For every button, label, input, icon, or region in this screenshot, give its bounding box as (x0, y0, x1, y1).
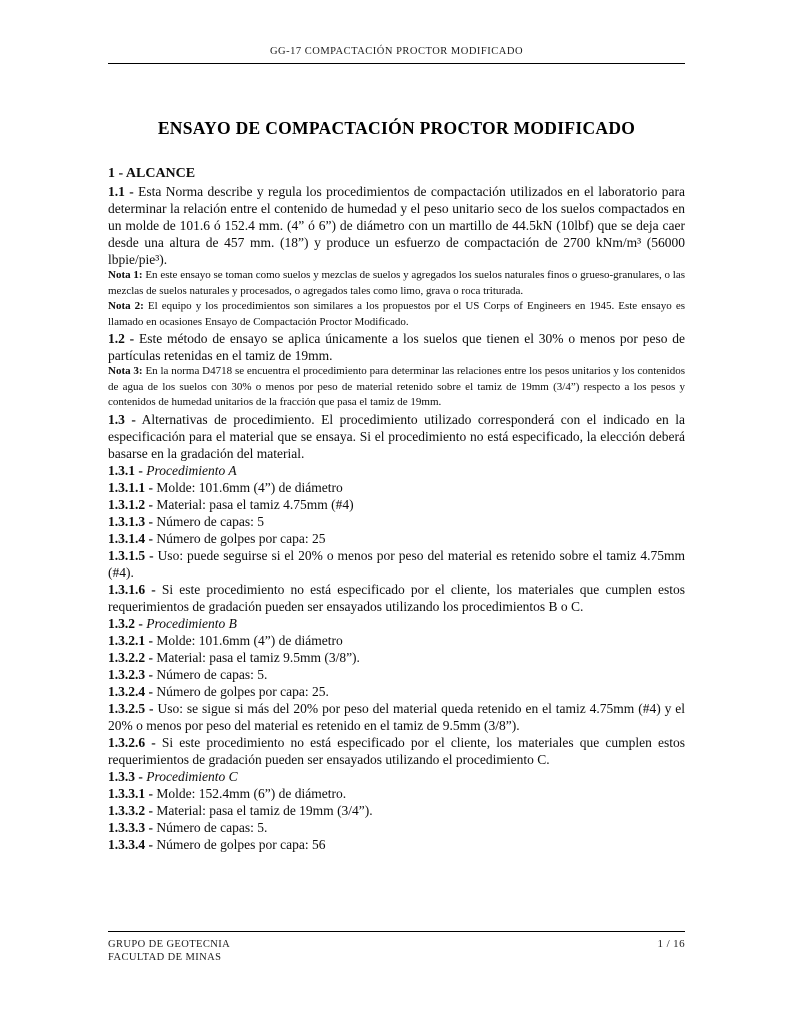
paragraph (108, 785, 685, 802)
item-number: 1.3.1 - (108, 462, 143, 478)
item-text: Si este procedimiento no está especificado por el cliente, los materiales que cumplen estos requerimientos de gradación pueden ser ensayados utilizando los procedimientos B o C. (108, 581, 686, 614)
item-text: Uso: puede seguirse si el 20% o menos por peso del material es retenido sobre el tamiz 4.75mm (#4). (108, 547, 685, 580)
item-number: 1.3.2.5 - (108, 700, 154, 716)
note (108, 299, 685, 330)
item-text: Número de capas: 5 (156, 513, 264, 529)
footer-org-line2: FACULTAD DE MINAS (108, 952, 222, 963)
item-number: 1.3.2.1 - (108, 632, 153, 648)
paragraph (108, 581, 685, 615)
document-title: ENSAYO DE COMPACTACIÓN PROCTOR MODIFICADO (157, 118, 636, 138)
item-text: En este ensayo se toman como suelos y mezclas de suelos y agregados los suelos naturales finos o grueso-granulares, o las mezclas de suelos naturales y procesados, o agregados tales como limo, grava o roca triturada. (108, 269, 685, 297)
paragraph (108, 183, 685, 268)
footer-org (108, 938, 230, 964)
paragraph (108, 479, 685, 496)
paragraph (108, 649, 685, 666)
item-text: Número de golpes por capa: 25 (156, 530, 326, 546)
item-number: 1.3.1.3 - (108, 513, 153, 529)
item-number: 1.3.3.2 - (108, 802, 153, 818)
item-text: Molde: 101.6mm (4”) de diámetro (156, 632, 343, 648)
page-number: 1 / 16 (657, 938, 685, 950)
procedure-heading (108, 462, 685, 479)
item-number: 1.3.3.4 - (108, 836, 153, 852)
item-text: Material: pasa el tamiz 4.75mm (#4) (156, 496, 354, 512)
procedure-heading (108, 615, 685, 632)
item-text: Número de capas: 5. (156, 819, 268, 835)
paragraph (108, 513, 685, 530)
paragraph (108, 734, 685, 768)
item-number: 1.3.3.3 - (108, 819, 153, 835)
item-text: Procedimiento A (146, 462, 237, 478)
item-text: Molde: 101.6mm (4”) de diámetro (156, 479, 343, 495)
item-number: 1.3.2.6 - (108, 734, 156, 750)
footer-org-line1: GRUPO DE GEOTECNIA (108, 939, 231, 950)
item-number: 1.3.1.4 - (108, 530, 153, 546)
item-number: 1.3.1.5 - (108, 547, 154, 563)
item-text: Alternativas de procedimiento. El procedimiento utilizado corresponderá con el indicado en la especificación para el material que se ensaya. Si el procedimiento no está especificado, la elección deberá basarse en la gradación del material. (108, 411, 685, 461)
item-text: Procedimiento C (146, 768, 238, 784)
item-number: 1.3 - (108, 411, 136, 427)
item-number: 1.3.1.2 - (108, 496, 153, 512)
procedure-heading (108, 768, 685, 785)
item-text: Esta Norma describe y regula los procedimientos de compactación utilizados en el laboratorio para determinar la relación entre el contenido de humedad y el peso unitario seco de los suelos compactados en un molde de 101.6 ó 152.4 mm. (4” ó 6”) de diámetro con un martillo de 44.5kN (10lbf) que se deja caer desde una altura de 457 mm. (18”) y produce un esfuerzo de compactación de 2700 kNm/m³ (56000 lbpie/pie³). (108, 184, 686, 267)
content-column (108, 0, 685, 853)
item-number: 1.1 - (108, 184, 134, 199)
item-number: 1.2 - (108, 331, 135, 346)
item-text: Número de golpes por capa: 56 (156, 836, 326, 852)
item-number: 1.3.3 - (108, 768, 143, 784)
paragraph (108, 530, 685, 547)
item-text: Número de capas: 5. (156, 666, 268, 682)
item-text: Material: pasa el tamiz 9.5mm (3/8”). (156, 649, 360, 665)
item-number: 1.3.1.6 - (108, 581, 156, 597)
item-text: Uso: se sigue si más del 20% por peso del material queda retenido en el tamiz 4.75mm (#4) y el 20% o menos por peso del material es retenido en el tamiz de 9.5mm (3/8”). (108, 700, 686, 733)
item-text: En la norma D4718 se encuentra el procedimiento para determinar las relaciones entre los pesos unitarios y los contenidos de agua de los suelos con 30% o menos por peso de material retenido sobre el tamiz de 19mm (3/4”) respecto a los pesos y contenidos de humedad unitarios de la fracción que pasa el tamiz de 19mm. (108, 365, 686, 408)
item-text: Este método de ensayo se aplica únicamente a los suelos que tienen el 30% o menos por peso de partículas retenidas en el tamiz de 19mm. (108, 331, 685, 363)
page-footer (108, 931, 685, 964)
item-number: 1.3.2 - (108, 615, 143, 631)
item-number: 1.3.2.3 - (108, 666, 153, 682)
item-number: 1.3.1.1 - (108, 479, 153, 495)
item-number: 1.3.3.1 - (108, 785, 153, 801)
item-number: 1.3.2.2 - (108, 649, 153, 665)
running-header: GG-17 COMPACTACIÓN PROCTOR MODIFICADO (108, 46, 685, 64)
paragraph (108, 666, 685, 683)
paragraph (108, 411, 685, 462)
item-text: Si este procedimiento no está especificado por el cliente, los materiales que cumplen estos requerimientos de gradación pueden ser ensayados utilizando el procedimiento C. (108, 734, 686, 767)
item-text: 1 - ALCANCE (108, 166, 196, 181)
section-heading (108, 165, 685, 183)
note (108, 364, 685, 411)
item-number: Nota 3: (108, 365, 143, 377)
paragraph (108, 547, 685, 581)
item-number: Nota 1: (108, 269, 143, 281)
item-text: Material: pasa el tamiz de 19mm (3/4”). (156, 802, 373, 818)
paragraph (108, 632, 685, 649)
paragraph (108, 496, 685, 513)
item-text: Molde: 152.4mm (6”) de diámetro. (156, 785, 347, 801)
paragraph (108, 700, 685, 734)
paragraph (108, 683, 685, 700)
item-text: Número de golpes por capa: 25. (156, 683, 329, 699)
item-text: Procedimiento B (146, 615, 237, 631)
paragraph (108, 819, 685, 836)
paragraph (108, 802, 685, 819)
paragraph (108, 836, 685, 853)
document-body (108, 165, 685, 853)
paragraph (108, 330, 685, 364)
item-number: Nota 2: (108, 300, 144, 312)
note (108, 268, 685, 299)
item-text: El equipo y los procedimientos son similares a los propuestos por el US Corps of Engineers en 1945. Este ensayo es llamado en ocasiones Ensayo de Compactación Proctor Modificado. (108, 300, 685, 328)
item-number: 1.3.2.4 - (108, 683, 153, 699)
